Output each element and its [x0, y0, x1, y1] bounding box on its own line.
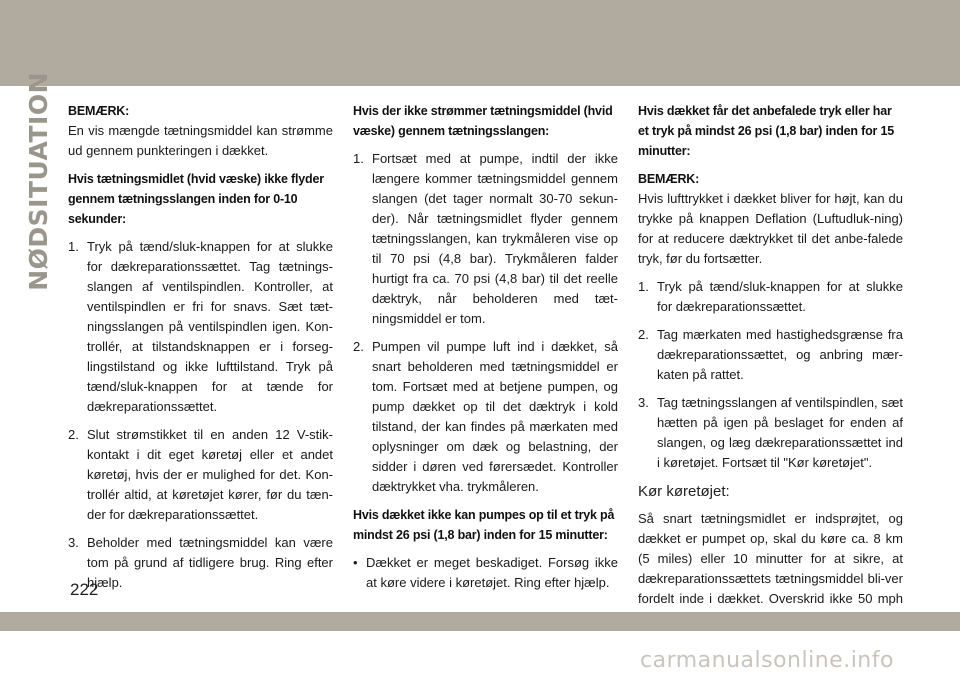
column-2: [353, 101, 618, 593]
list-item: 1. Tryk på tænd/sluk-knappen for at slukke for dækreparationssættet. Tag tætnings-slangen af ventilspindlen. Kontroller, at ventilspindlen er fri for snavs. Sæt tæt-ningsslangen på ventilspindlen igen. Kon-trollér, at tilstandsknappen er i forseg-lingstilstand og ikke lufttilstand. Tryk på tænd/sluk-knappen for at tænde for dækreparationssættet.: [68, 239, 333, 414]
list-item: 2. Pumpen vil pumpe luft ind i dækket, så snart beholderen med tætningsmiddel er tom. Fortsæt med at betjene pumpen, og pump dækket op til det dæktryk i kold tilstand, der kan findes på mærkaten med oplysninger om dæk og belastning, der sidder i døren ved førersædet. Kontroller dæktrykket vha. trykmåleren.: [353, 339, 618, 494]
note-text: Hvis lufttrykket i dækket bliver for højt, kan du trykke på knappen Deflation (Luftudluk-ning) for at reducere dæktrykket til det anbe-falede tryk, før du fortsætter.: [638, 191, 903, 266]
step-list: [638, 277, 903, 473]
section-tab-label: NØDSITUATION: [23, 71, 53, 291]
top-band: [0, 0, 960, 86]
list-item: 3. Tag tætningsslangen af ventilspindlen, sæt hætten på igen på beslaget for enden af slangen, og læg dækreparationssættet ind i køretøjet. Fortsæt til "Kør køretøjet".: [638, 395, 903, 470]
list-item: 2. Slut strømstikket til en anden 12 V-stik-kontakt i dit eget køretøj eller et andet køretøj, hvis der er mulighed for det. Kon-trollér altid, at køretøjet kører, før du tæn-der for dækreparationssættet.: [68, 427, 333, 522]
list-item: 3. Beholder med tætningsmiddel kan være tom på grund af tidligere brug. Ring efter hjælp.: [68, 535, 333, 590]
section-heading: Hvis tætningsmidlet (hvid væske) ikke flyder gennem tætningsslangen inden for 0-10 sekunder:: [68, 172, 324, 226]
paragraph: Så snart tætningsmidlet er indsprøjtet, og dækket er pumpet op, skal du køre ca. 8 km (5 miles) eller 10 minutter for at sikre, at dækreparationssættets tætningsmiddel bli-ver fordelt inde i dækket. Overskrid ikke 50 mph: [638, 511, 903, 606]
list-item: 1. Fortsæt med at pumpe, indtil der ikke længere kommer tætningsmiddel gennem slangen (det tager normalt 30-70 sekun-der). Når tætningsmidlet flyder gennem tætningsslangen, kan trykmåleren vise op til 70 psi (4,8 bar). Trykmåleren falder hurtigt fra ca. 70 psi (4,8 bar) til det reelle dæktryk, når beholderen med tæt-ningsmiddel er tom.: [353, 151, 618, 326]
step-list: [353, 149, 618, 497]
column-3: [638, 101, 903, 629]
section-tab: [21, 71, 55, 291]
section-heading: Hvis dækket får det anbefalede tryk eller har et tryk på mindst 26 psi (1,8 bar) inden for 15 minutter:: [638, 104, 894, 158]
column-1: [68, 101, 333, 601]
section-heading: Hvis der ikke strømmer tætningsmiddel (hvid væske) gennem tætningsslangen:: [353, 104, 613, 138]
subheading: Kør køretøjet:: [638, 483, 730, 500]
step-list: [68, 237, 333, 593]
page-number: 222: [70, 580, 99, 599]
watermark: carmanualsonline.info: [640, 648, 894, 673]
note-label: BEMÆRK:: [638, 172, 700, 186]
bottom-band: [0, 612, 960, 631]
list-item: 1. Tryk på tænd/sluk-knappen for at slukke for dækreparationssættet.: [638, 279, 903, 314]
note-label: BEMÆRK:: [68, 104, 130, 118]
note-text: En vis mængde tætningsmiddel kan strømme ud gennem punkteringen i dækket.: [68, 123, 333, 158]
list-item: 2. Tag mærkaten med hastighedsgrænse fra dækreparationssættet, og anbring mær-katen på rattet.: [638, 327, 903, 382]
section-heading: Hvis dækket ikke kan pumpes op til et tryk på mindst 26 psi (1,8 bar) inden for 15 minutter:: [353, 508, 615, 542]
bullet-item: • Dækket er meget beskadiget. Forsøg ikke at køre videre i køretøjet. Ring efter hjælp.: [353, 555, 618, 590]
